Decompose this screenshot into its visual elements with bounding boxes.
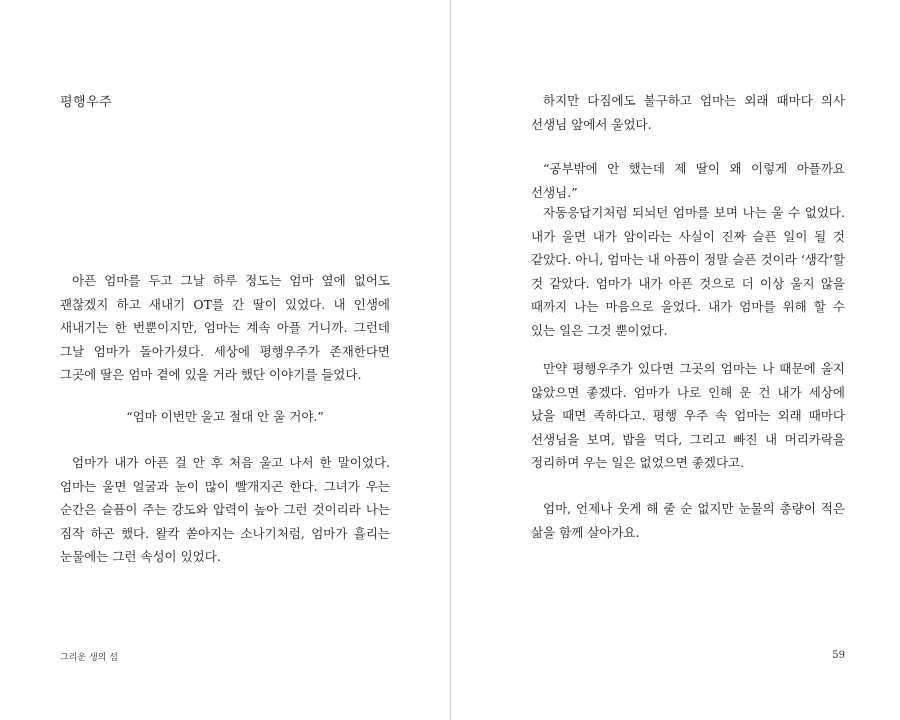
body-paragraph: 만약 평행우주가 있다면 그곳의 엄마는 나 때문에 울지 않았으면 좋겠다. 엄마가 나로 인해 운 건 내가 세상에 났을 때면 족하다고. 평행 우주 속 엄마는 외래 때마다 선생님을 보며, 밥을 먹다, 그리고 빠진 내 머리카락을 정리하며 우는 일은 없었으면 좋겠다고. (531, 361, 845, 470)
footer-book-title: 그리운 생의 섬 (60, 653, 118, 663)
running-title: 평행우주 (60, 95, 113, 110)
body-paragraph: 아픈 엄마를 두고 그날 하루 정도는 엄마 옆에 없어도 괜찮겠지 하고 새내기 OT를 간 딸이 있었다. 내 인생에 새내기는 한 번뿐이지만, 엄마는 계속 아플 거니까. 그런데 그날 엄마가 돌아가셨다. 세상에 평행우주가 존재한다면 그곳에 딸은 엄마 곁에 있을 거라 했단 이야기를 들었다. (60, 273, 390, 382)
body-paragraph: 엄마, 언제나 웃게 해 줄 순 없지만 눈물의 총량이 적은 삶을 함께 살아가요. (531, 501, 845, 540)
dialogue-line: “엄마 이번만 울고 절대 안 울 거야.” (126, 409, 324, 424)
body-paragraph: 자동응답기처럼 되뇌던 엄마를 보며 나는 울 수 없었다. 내가 울면 내가 암이라는 사실이 진짜 슬픈 일이 될 것 같았다. 아니, 엄마는 내 아픔이 정말 슬픈 것이라 ‘생각’할 것 같았다. 엄마가 내가 아픈 것으로 더 이상 울지 않을 때까지 나는 마음으로 울었다. 내가 엄마를 위해 할 수 있는 일은 그것 뿐이었다. (531, 205, 845, 338)
right-page (451, 0, 900, 720)
dialogue-line: “공부밖에 안 했는데 제 딸이 왜 이렇게 아플까요 선생님.” (531, 161, 845, 200)
body-paragraph: 하지만 다짐에도 불구하고 엄마는 외래 때마다 의사 선생님 앞에서 울었다. (531, 93, 845, 132)
body-paragraph: 엄마가 내가 아픈 걸 안 후 처음 울고 나서 한 말이었다. 엄마는 울면 얼굴과 눈이 많이 빨개지곤 한다. 그녀가 우는 순간은 슬픔이 주는 강도와 압력이 높아 그런 것이리라 나는 짐작 하곤 했다. 왈칵 쏟아지는 소나기처럼, 엄마가 흘리는 눈물에는 그런 속성이 있었다. (60, 455, 390, 564)
page-number: 59 (832, 650, 845, 661)
